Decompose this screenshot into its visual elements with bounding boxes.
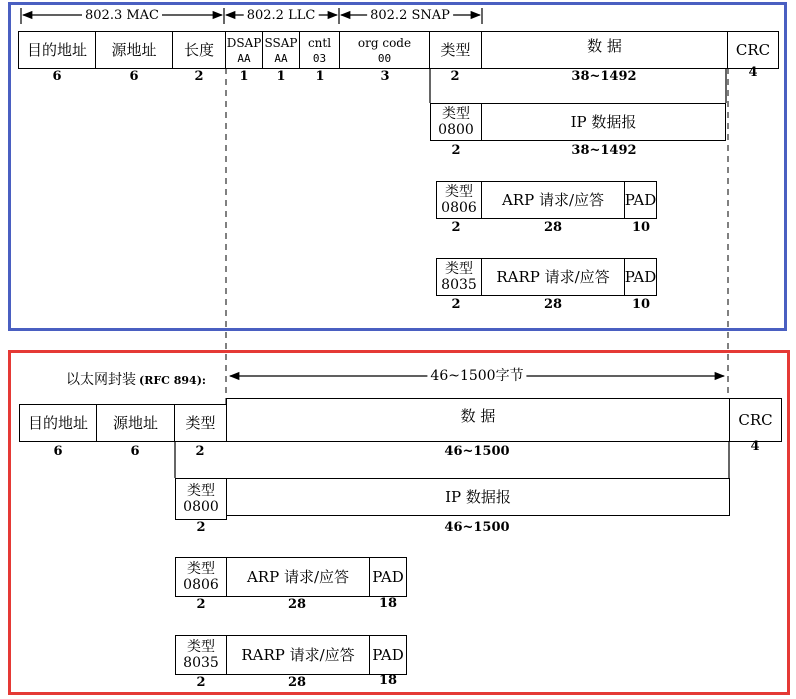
top-data-size: 38~1492 <box>571 69 637 84</box>
payload-span-label: 46~1500字节 <box>427 369 526 383</box>
bottom-arp-type-size: 2 <box>196 597 206 612</box>
top-rarp-type-field: 类型 8035 <box>436 258 482 296</box>
top-arp-type-size: 2 <box>451 220 461 235</box>
top-ip-data-size: 38~1492 <box>571 143 637 158</box>
top-src-size: 6 <box>129 69 139 84</box>
bottom-arp-pad-field: PAD <box>369 557 407 597</box>
top-rarp-pad-size: 10 <box>631 297 651 312</box>
top-ip-type-size: 2 <box>451 143 461 158</box>
top-rarp-data-field: RARP 请求/应答 <box>481 258 625 296</box>
top-length-field: 长度 <box>172 31 226 69</box>
bottom-rarp-pad-size: 18 <box>378 673 398 688</box>
bottom-ip-datagram-field: IP 数据报 <box>226 478 730 516</box>
bottom-arp-pad-size: 18 <box>378 596 398 611</box>
ssap-field: SSAP AA <box>262 31 300 69</box>
bottom-ip-type-field: 类型 0800 <box>175 478 227 520</box>
bottom-type-size: 2 <box>195 444 205 459</box>
org-code-size: 3 <box>380 69 390 84</box>
bottom-dst-address-field: 目的地址 <box>19 404 97 442</box>
bottom-crc-size: 4 <box>750 439 760 454</box>
top-rarp-pad-field: PAD <box>624 258 657 296</box>
bottom-crc-field: CRC <box>729 398 782 442</box>
top-dst-size: 6 <box>52 69 62 84</box>
bottom-dst-size: 6 <box>53 444 63 459</box>
top-length-size: 2 <box>194 69 204 84</box>
llc-span-label: 802.2 LLC <box>244 9 319 23</box>
rfc894-title: 以太网封装 (RFC 894): <box>66 372 206 388</box>
bottom-data-field: 数 据 <box>226 398 730 442</box>
top-arp-type-field: 类型 0806 <box>436 181 482 219</box>
bottom-type-field: 类型 <box>174 404 227 442</box>
bottom-rarp-type-size: 2 <box>196 675 206 690</box>
ssap-size: 1 <box>276 69 286 84</box>
top-rarp-type-size: 2 <box>451 297 461 312</box>
bottom-rarp-type-field: 类型 8035 <box>175 635 227 675</box>
top-ip-type-field: 类型 0800 <box>430 103 482 141</box>
cntl-size: 1 <box>315 69 325 84</box>
snap-span-label: 802.2 SNAP <box>367 9 453 23</box>
bottom-src-size: 6 <box>130 444 140 459</box>
bottom-arp-data-field: ARP 请求/应答 <box>226 557 370 597</box>
top-crc-field: CRC <box>727 31 779 69</box>
mac-span-label: 802.3 MAC <box>82 9 162 23</box>
top-arp-pad-size: 10 <box>631 220 651 235</box>
bottom-rarp-data-size: 28 <box>287 675 307 690</box>
bottom-rarp-pad-field: PAD <box>369 635 407 675</box>
top-src-address-field: 源地址 <box>95 31 173 69</box>
top-dst-address-field: 目的地址 <box>18 31 96 69</box>
top-arp-pad-field: PAD <box>624 181 657 219</box>
top-type-size: 2 <box>450 69 460 84</box>
org-code-field: org code 00 <box>339 31 430 69</box>
top-arp-data-size: 28 <box>543 220 563 235</box>
bottom-arp-data-size: 28 <box>287 597 307 612</box>
cntl-field: cntl 03 <box>299 31 340 69</box>
bottom-data-size: 46~1500 <box>444 444 510 459</box>
bottom-rarp-data-field: RARP 请求/应答 <box>226 635 370 675</box>
top-arp-data-field: ARP 请求/应答 <box>481 181 625 219</box>
top-ip-datagram-field: IP 数据报 <box>481 103 726 141</box>
top-rarp-data-size: 28 <box>543 297 563 312</box>
bottom-ip-data-size: 46~1500 <box>444 520 510 535</box>
top-type-field: 类型 <box>429 31 482 69</box>
dsap-field: DSAP AA <box>225 31 263 69</box>
dsap-size: 1 <box>239 69 249 84</box>
bottom-arp-type-field: 类型 0806 <box>175 557 227 597</box>
bottom-src-address-field: 源地址 <box>96 404 175 442</box>
top-crc-size: 4 <box>748 65 758 80</box>
top-data-field: 数 据 <box>481 31 728 69</box>
bottom-ip-type-size: 2 <box>196 520 206 535</box>
